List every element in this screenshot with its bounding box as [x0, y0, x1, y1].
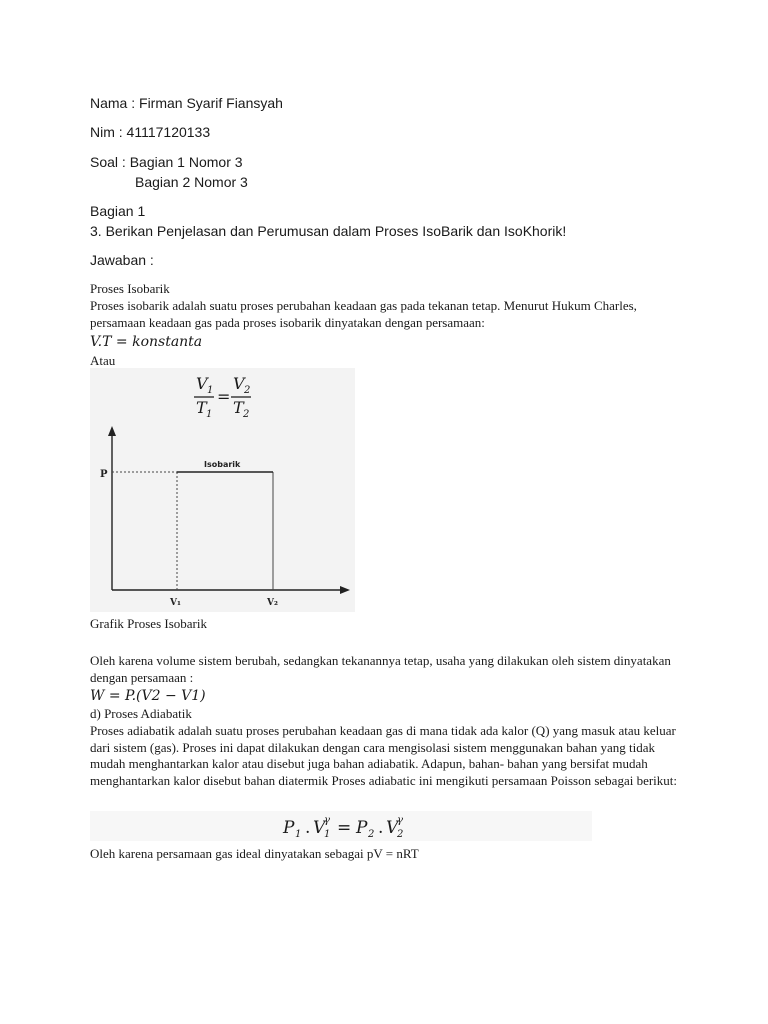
fraction-formula: [194, 374, 251, 420]
isobarik-heading: Proses Isobarik: [90, 281, 170, 296]
frac-d2-sub: 2: [243, 409, 250, 420]
student-name: Nama : Firman Syarif Fiansyah: [90, 95, 283, 111]
poisson-v2-sup: γ: [397, 815, 403, 826]
soal-line-1: Soal : Bagian 1 Nomor 3: [90, 154, 243, 170]
poisson-p2-sub: 2: [368, 829, 375, 840]
graph-caption: Grafik Proses Isobarik: [90, 616, 207, 631]
isobaric-figure: [90, 368, 355, 612]
poisson-dot2: .: [378, 818, 384, 838]
isobaric-graph: [90, 368, 355, 612]
frac-n2-sub: 2: [244, 385, 251, 396]
poisson-formula: [90, 811, 592, 841]
frac-eq: =: [217, 387, 231, 406]
adiabatik-body: Proses adiabatik adalah suatu proses perubahan keadaan gas di mana tidak ada kalor (Q) yang masuk atau keluar dari sistem (gas). Proses ini dapat dilakukan dengan cara mengisolasi sistem menggunakan bahan yang tidak mudah menghantarkan kalor atau disebut juga bahan adiabatik. Adapun, bahan- bahan yang bersifat mudah menghantarkan kalor disebut bahan diatermik Proses adiabatic ini mengikuti persamaan Poisson sebagai berikut:: [90, 723, 678, 788]
frac-n1: V: [196, 374, 208, 393]
poisson-p1: P: [283, 818, 295, 838]
formula-vt: V.T = konstanta: [90, 334, 203, 350]
isobarik-curve-label: Isobarik: [204, 460, 241, 469]
frac-d1-sub: 1: [206, 409, 213, 420]
section-title: Bagian 1: [90, 203, 146, 219]
answer-label: Jawaban :: [90, 252, 154, 268]
poisson-dot1: .: [305, 818, 311, 838]
x-axis-arrow: [340, 586, 350, 594]
poisson-p1-sub: 1: [295, 829, 302, 840]
poisson-v2: V: [386, 818, 399, 838]
isobarik-body: Proses isobarik adalah suatu proses perubahan keadaan gas pada tekanan tetap. Menurut Hukum Charles, persamaan keadaan gas pada proses isobarik dinyatakan dengan persamaan:: [90, 298, 637, 330]
question-text: 3. Berikan Penjelasan dan Perumusan dalam Proses IsoBarik dan IsoKhorik!: [90, 223, 567, 239]
work-formula: W = P.(V2 − V1): [90, 688, 206, 704]
poisson-formula-box: [90, 811, 592, 841]
poisson-v1: V: [313, 818, 326, 838]
soal-line-2: Bagian 2 Nomor 3: [135, 174, 248, 190]
frac-n1-sub: 1: [207, 385, 214, 396]
work-text: Oleh karena volume sistem berubah, sedangkan tekanannya tetap, usaha yang dilakukan oleh sistem dinyatakan dengan persamaan :: [90, 653, 671, 685]
frac-d1: T: [196, 398, 207, 417]
x-label-v2: V₂: [267, 598, 278, 608]
adiabatik-heading: d) Proses Adiabatik: [90, 706, 192, 721]
poisson-v1-sup: γ: [324, 815, 330, 826]
poisson-eq: =: [337, 818, 352, 838]
y-label-p: P: [100, 469, 108, 480]
y-axis-arrow: [108, 426, 116, 436]
poisson-p2: P: [356, 818, 368, 838]
poisson-v1-sub: 1: [324, 829, 331, 840]
frac-n2: V: [233, 374, 245, 393]
poisson-v2-sub: 2: [397, 829, 404, 840]
student-nim: Nim : 41117120133: [90, 124, 211, 140]
atau-text: Atau: [90, 353, 116, 368]
ideal-gas-text: Oleh karena persamaan gas ideal dinyatakan sebagai pV = nRT: [90, 846, 419, 861]
x-label-v1: V₁: [170, 598, 181, 608]
frac-d2: T: [233, 398, 244, 417]
